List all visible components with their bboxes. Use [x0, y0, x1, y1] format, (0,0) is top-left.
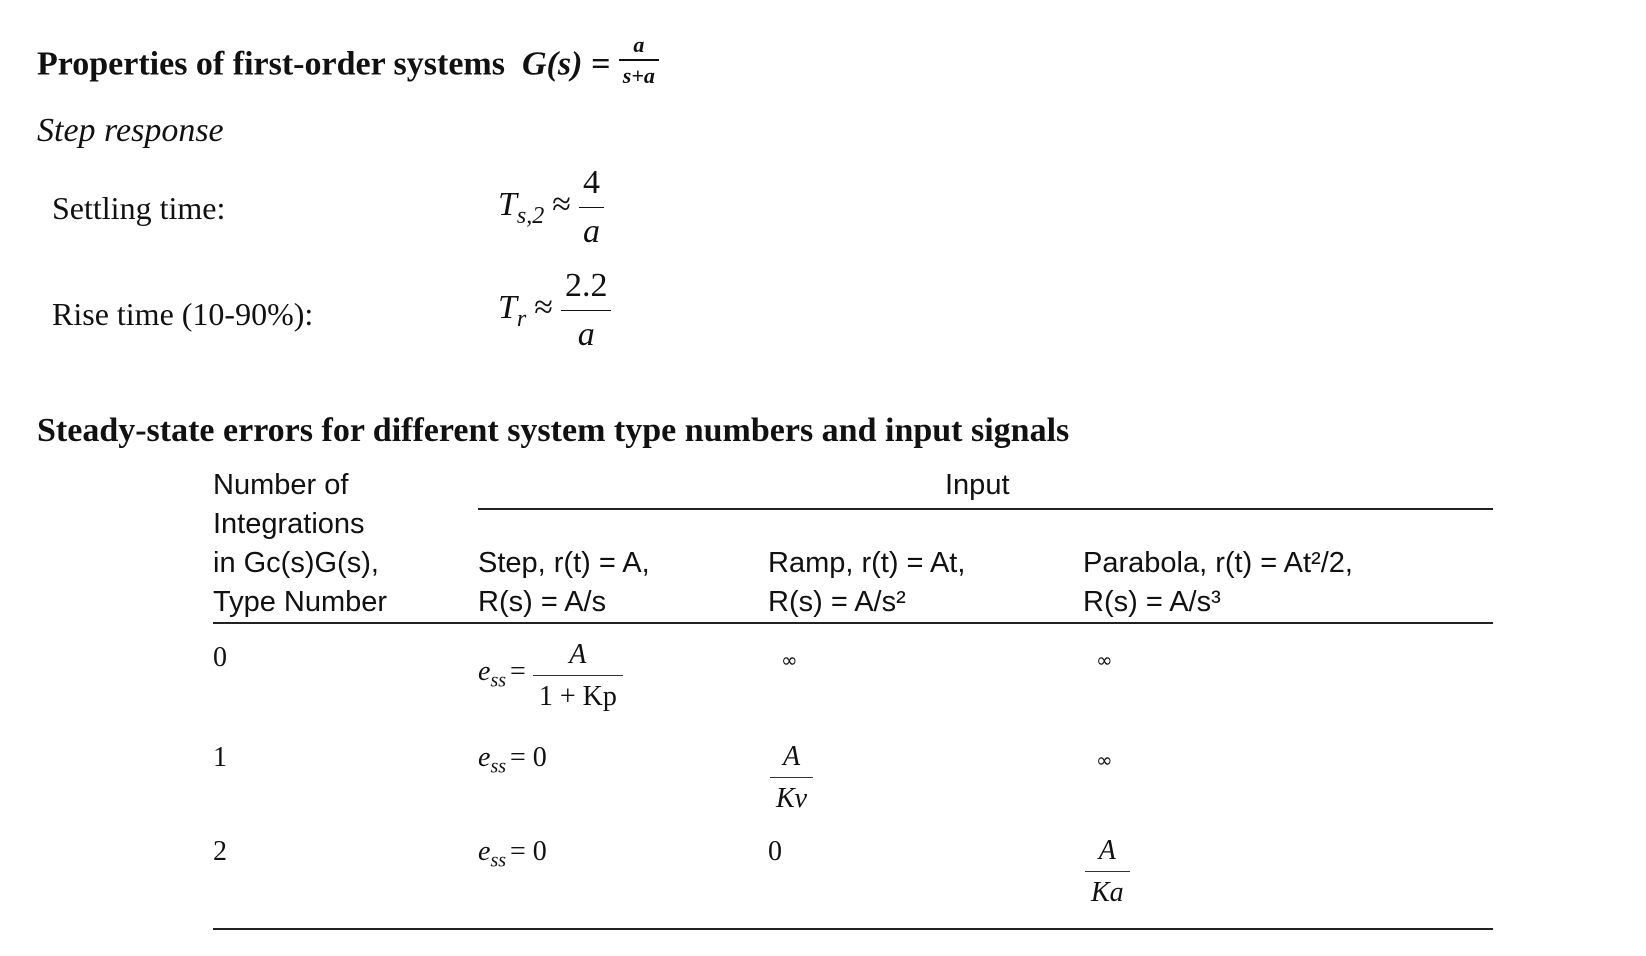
input-group-header: Input: [945, 469, 1010, 501]
step-header-line-1: Step, r(t) = A,: [478, 547, 650, 579]
type-2-label: 2: [213, 836, 227, 867]
type-header-line-3: in Gc(s)G(s),: [213, 547, 379, 579]
rise-time-formula: [498, 268, 611, 352]
transfer-function-lhs: G(s) =: [521, 45, 611, 83]
type-1-step-error: [478, 742, 547, 779]
rise-time-denominator: a: [577, 315, 595, 353]
type-0-ramp-error: ∞: [781, 648, 798, 672]
transfer-function-denominator: s+a: [622, 63, 655, 88]
ess-symbol: $e_{ss}$: [478, 742, 507, 778]
step-response-subtitle: Step response: [37, 112, 224, 149]
type-0-step-numerator: A: [533, 640, 623, 676]
table-bottom-rule: [213, 928, 1493, 930]
ess-symbol: $e_{ss}$: [478, 655, 507, 692]
type-0-step-denominator: 1 + Kp: [538, 680, 617, 712]
type-1-ramp-numerator: A: [770, 742, 813, 778]
type-1-ramp-error: [770, 742, 813, 815]
type-2-parabola-fraction: [1085, 836, 1130, 909]
first-order-title: [37, 32, 659, 93]
rise-time-approx: ≈: [534, 288, 553, 326]
rise-time-label: Rise time (10-90%):: [52, 296, 314, 332]
step-input-header: [478, 544, 650, 622]
type-0-label: 0: [213, 642, 227, 673]
settling-time-formula: [498, 165, 604, 249]
parabola-input-header: [1083, 544, 1353, 622]
step-header-line-2: R(s) = A/s: [478, 586, 607, 618]
parabola-header-line-1: Parabola, r(t) = At²/2,: [1083, 547, 1353, 579]
type-2-ramp-error: 0: [768, 836, 782, 867]
settling-time-numerator: 4: [579, 165, 604, 208]
settling-time-fraction: [579, 165, 604, 249]
type-2-parabola-numerator: A: [1085, 836, 1130, 872]
settling-time-label: Settling time:: [52, 190, 226, 226]
rise-time-fraction: [561, 268, 612, 352]
input-group-rule: [478, 508, 1493, 510]
ramp-header-line-1: Ramp, r(t) = At,: [768, 547, 966, 579]
rise-time-numerator: 2.2: [561, 268, 612, 311]
first-order-title-text: Properties of first-order systems: [37, 45, 505, 83]
type-number-header: [213, 466, 387, 622]
rise-time-symbol: T: [498, 288, 517, 326]
type-1-step-value: = 0: [510, 742, 547, 773]
type-1-label: 1: [213, 742, 227, 773]
ess-symbol: $e_{ss}$: [478, 836, 507, 872]
type-1-ramp-denominator: Kv: [776, 782, 808, 814]
ramp-input-header: [768, 544, 965, 622]
transfer-function-numerator: a: [619, 34, 659, 61]
type-2-step-value: = 0: [510, 836, 547, 867]
transfer-function-fraction: [619, 34, 659, 87]
type-0-parabola-error: ∞: [1096, 648, 1113, 672]
type-0-step-error: [478, 640, 623, 713]
type-1-ramp-fraction: [770, 742, 813, 815]
steady-state-title: Steady-state errors for different system type numbers and input signals: [37, 412, 1070, 449]
settling-time-denominator: a: [582, 212, 600, 250]
type-1-parabola-error: ∞: [1096, 748, 1113, 772]
header-bottom-rule: [213, 622, 1493, 624]
type-2-step-error: [478, 836, 547, 873]
settling-time-subscript: s,2: [516, 202, 545, 229]
type-header-line-1: Number of: [213, 469, 349, 501]
rise-time-subscript: r: [516, 305, 527, 332]
equals-sign: =: [510, 655, 533, 687]
settling-time-symbol: T: [498, 185, 517, 223]
ramp-header-line-2: R(s) = A/s²: [768, 586, 906, 618]
settling-time-approx: ≈: [552, 185, 571, 223]
type-header-line-2: Integrations: [213, 508, 365, 540]
type-2-parabola-error: [1085, 836, 1130, 909]
type-header-line-4: Type Number: [213, 586, 388, 618]
parabola-header-line-2: R(s) = A/s³: [1083, 586, 1221, 618]
type-2-parabola-denominator: Ka: [1091, 876, 1124, 908]
type-0-step-fraction: [533, 640, 623, 713]
